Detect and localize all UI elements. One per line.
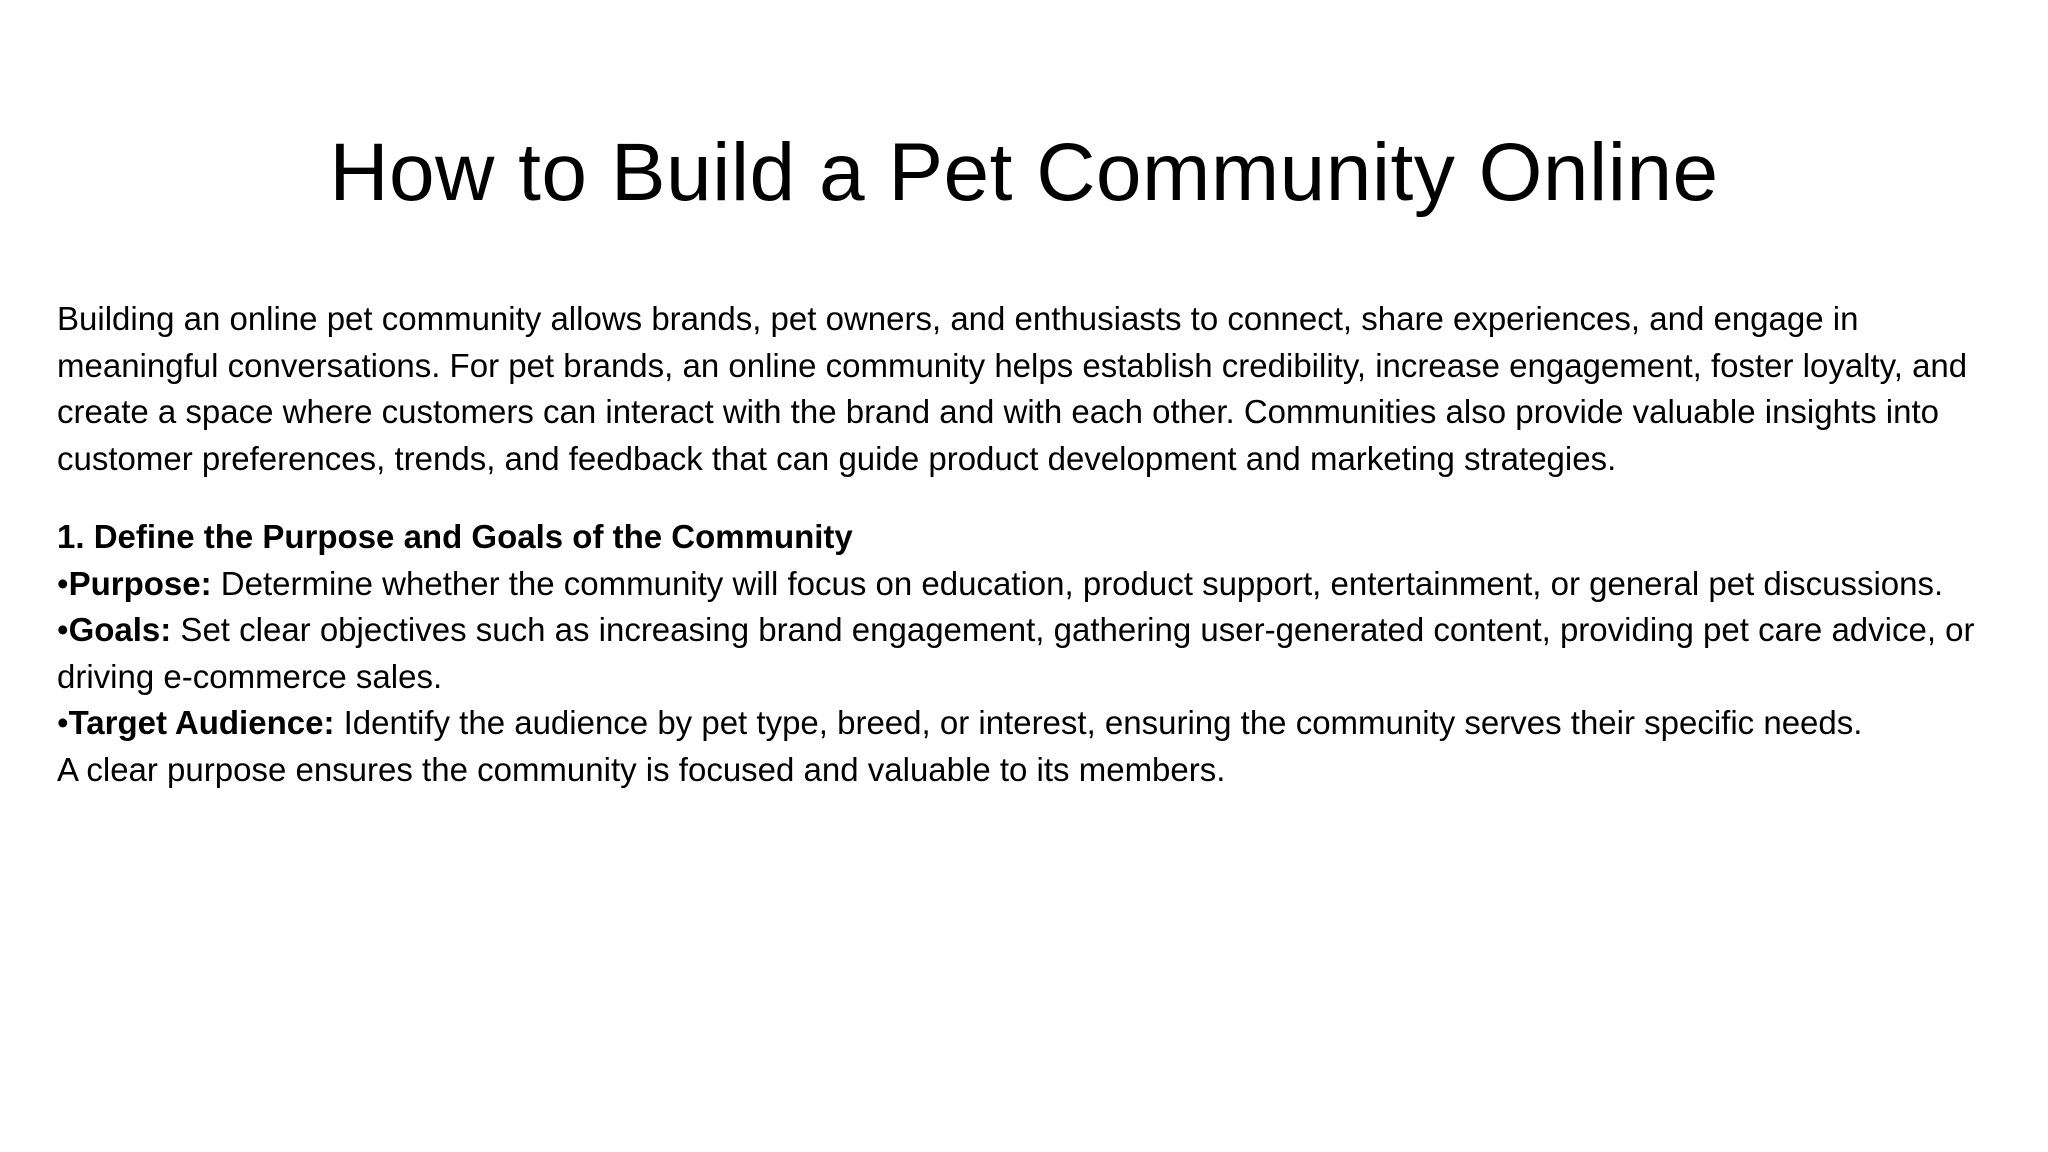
bullet-target-audience	[57, 700, 2017, 747]
bullet-marker: •	[57, 704, 69, 741]
bullet-text: Set clear objectives such as increasing brand engagement, gathering user-generated content, providing pet care advice, or driving e-commerce sales.	[57, 611, 1975, 695]
bullet-term: Purpose:	[68, 564, 212, 602]
bullet-text: Identify the audience by pet type, breed, or interest, ensuring the community serves their specific needs.	[334, 704, 1863, 741]
bullet-term: Target Audience:	[68, 704, 335, 741]
bullet-text: Determine whether the community will focus on education, product support, entertainment, or general pet discussions.	[211, 564, 1944, 602]
intro-paragraph: Building an online pet community allows brands, pet owners, and enthusiasts to connect, share experiences, and engage in meaningful conversations. For pet brands, an online community helps establish credibility, increase engagement, foster loyalty, and create a space where customers can interact with the brand and with each other. Communities also provide valuable insights into customer preferences, trends, and feedback that can guide product development and marketing strategies.	[57, 300, 1968, 477]
slide-body	[57, 296, 2017, 793]
bullet-marker: •	[57, 564, 69, 602]
bullet-goals	[57, 607, 2017, 700]
bullet-purpose	[57, 561, 2017, 608]
bullet-term: Goals:	[68, 611, 172, 648]
section-heading: 1. Define the Purpose and Goals of the Community	[57, 518, 853, 555]
bullet-marker: •	[57, 611, 69, 648]
slide-title: How to Build a Pet Community Online	[329, 127, 1719, 218]
closing-paragraph: A clear purpose ensures the community is focused and valuable to its members.	[57, 750, 1226, 788]
